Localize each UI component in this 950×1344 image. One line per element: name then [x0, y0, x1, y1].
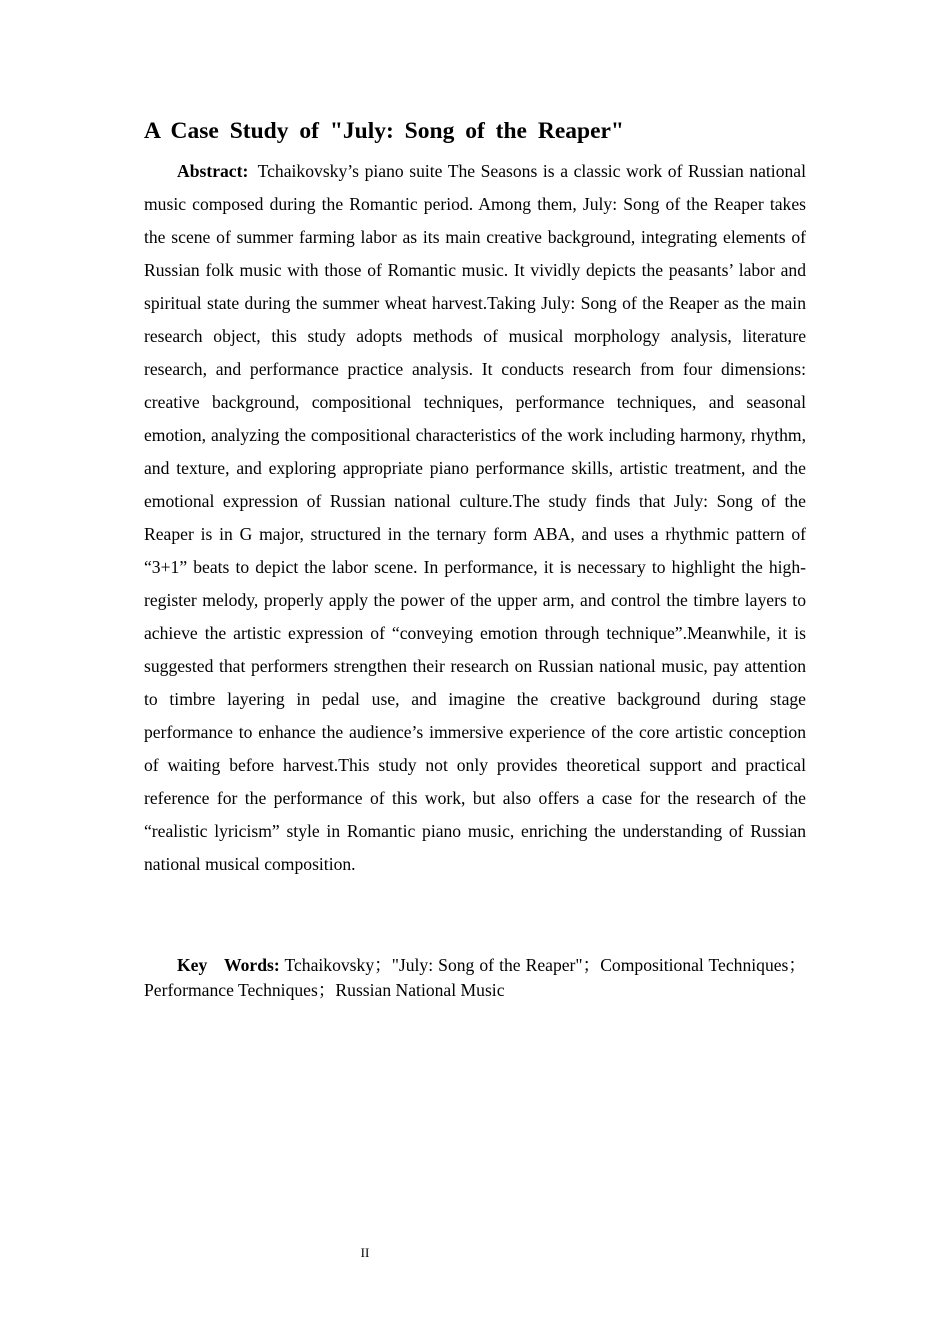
paper-title: A Case Study of "July: Song of the Reaper": [144, 118, 624, 144]
abstract-paragraph: [144, 155, 806, 881]
abstract-label: Abstract:: [177, 161, 249, 181]
abstract-text: Tchaikovsky’s piano suite The Seasons is a classic work of Russian national music composed during the Romantic period. Among them, July: Song of the Reaper takes the scene of summer farming labor as its main creative background, integrating elements of Russian folk music with those of Romantic music. It vividly depicts the peasants’ labor and spiritual state during the summer wheat harvest.Taking July: Song of the Reaper as the main research object, this study adopts methods of musical morphology analysis, literature research, and performance practice analysis. It conducts research from four dimensions: creative background, compositional techniques, performance techniques, and seasonal emotion, analyzing the compositional characteristics of the work including harmony, rhythm, and texture, and exploring appropriate piano performance skills, artistic treatment, and the emotional expression of Russian national culture.The study finds that July: Song of the Reaper is in G major, structured in the ternary form ABA, and uses a rhythmic pattern of “3+1” beats to depict the labor scene. In performance, it is necessary to highlight the high-register melody, properly apply the power of the upper arm, and control the timbre layers to achieve the artistic expression of “conveying emotion through technique”.Meanwhile, it is suggested that performers strengthen their research on Russian national music, pay attention to timbre layering in pedal use, and imagine the creative background during stage performance to enhance the audience’s immersive experience of the core artistic conception of waiting before harvest.This study not only provides theoretical support and practical reference for the performance of this work, but also offers a case for the research of the “realistic lyricism” style in Romantic piano music, enriching the understanding of Russian national musical composition.: [144, 161, 806, 874]
page-number: II: [360, 1245, 370, 1260]
keywords-label: Key Words:: [177, 955, 280, 975]
keywords-text: Tchaikovsky；"July: Song of the Reaper"；Compositional Techniques；Performance Techniques；Russian National Music: [144, 955, 806, 1000]
keywords-paragraph: [144, 953, 806, 1003]
